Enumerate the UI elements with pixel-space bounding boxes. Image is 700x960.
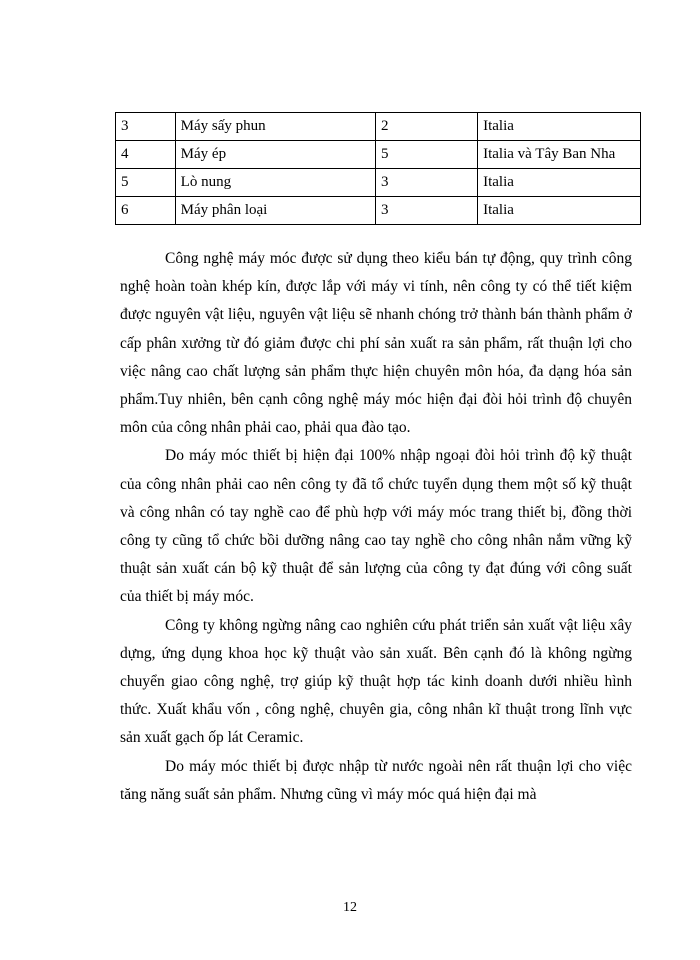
equipment-table xyxy=(115,112,641,225)
equipment-quantity: 2 xyxy=(375,113,477,141)
paragraph-technology: Công nghệ máy móc được sử dụng theo kiểu bán tự động, quy trình công nghệ hoàn toàn khép kín, được lắp với máy vi tính, nên công ty có thể tiết kiệm được nguyên vật liệu, nguyên vật liệu sẽ nhanh chóng trở thành bán thành phẩm ở cấp phân xưởng từ đó giảm được chi phí sản xuất ra sản phẩm, rất thuận lợi cho việc nâng cao chất lượng sản phẩm thực hiện chuyên môn hóa, đa dạng hóa sản phẩm.Tuy nhiên, bên cạnh công nghệ máy móc hiện đại đòi hỏi trình độ chuyên môn của công nhân phải cao, phải qua đào tạo. xyxy=(120,250,632,437)
equipment-quantity: 5 xyxy=(375,141,477,169)
equipment-quantity: 3 xyxy=(375,197,477,225)
table-row xyxy=(116,197,641,225)
equipment-name: Máy phân loại xyxy=(175,197,375,225)
equipment-origin: Italia xyxy=(478,113,641,141)
paragraph-productivity: Do máy móc thiết bị được nhập từ nước ngoài nên rất thuận lợi cho việc tăng năng suất sản phẩm. Nhưng cũng vì máy móc quá hiện đại mà xyxy=(120,757,632,803)
equipment-name: Lò nung xyxy=(175,169,375,197)
row-number: 5 xyxy=(116,169,176,197)
body-text xyxy=(120,245,632,809)
equipment-name: Máy ép xyxy=(175,141,375,169)
table-row xyxy=(116,113,641,141)
table-row xyxy=(116,141,641,169)
row-number: 4 xyxy=(116,141,176,169)
table-row xyxy=(116,169,641,197)
equipment-origin: Italia xyxy=(478,169,641,197)
paragraph-workforce: Do máy móc thiết bị hiện đại 100% nhập ngoại đòi hỏi trình độ kỹ thuật của công nhân phải cao nên công ty đã tổ chức tuyển dụng them một số kỹ thuật và công nhân có tay nghề cao để phù hợp với máy móc trang thiết bị, đồng thời công ty cũng tổ chức bồi dưỡng nâng cao tay nghề cho công nhân nắm vững kỹ thuật sản xuất cán bộ kỹ thuật để sản lượng của công ty đạt đúng với công suất của thiết bị máy móc. xyxy=(120,447,632,606)
row-number: 6 xyxy=(116,197,176,225)
equipment-quantity: 3 xyxy=(375,169,477,197)
equipment-name: Máy sấy phun xyxy=(175,113,375,141)
paragraph-research: Công ty không ngừng nâng cao nghiên cứu phát triển sản xuất vật liệu xây dựng, ứng dụng khoa học kỹ thuật vào sản xuất. Bên cạnh đó là không ngừng chuyển giao công nghệ, trợ giúp kỹ thuật hợp tác kinh doanh dưới nhiều hình thức. Xuất khẩu vốn , công nghệ, chuyên gia, công nhân kĩ thuật trong lĩnh vực sản xuất gạch ốp lát Ceramic. xyxy=(120,616,632,747)
row-number: 3 xyxy=(116,113,176,141)
page-number: 12 xyxy=(343,900,357,915)
equipment-origin: Italia và Tây Ban Nha xyxy=(478,141,641,169)
equipment-origin: Italia xyxy=(478,197,641,225)
